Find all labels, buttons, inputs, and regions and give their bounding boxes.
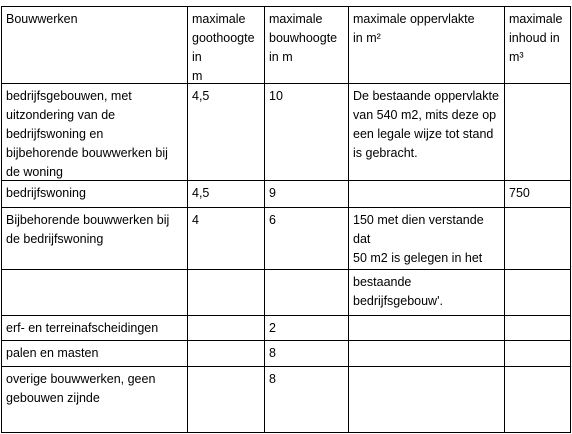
cell-goothoogte (192, 184, 209, 203)
cell-line: palen en masten (6, 346, 99, 360)
cell-line: bedrijfswoning en (6, 127, 104, 141)
cell-line: bedrijfsgebouw'. (353, 294, 443, 308)
cell-line: bouwhoogte (269, 31, 338, 45)
table-rule-h (1, 366, 571, 367)
header-col-bouwhoogte (269, 10, 337, 67)
cell-line: in m (269, 50, 293, 64)
table-rule-h (1, 269, 571, 270)
cell-line: De bestaande oppervlakte (353, 89, 499, 103)
header-col-inhoud (509, 10, 563, 67)
table-rule-v (504, 6, 505, 433)
cell-line: overige bouwwerken, geen (6, 372, 156, 386)
table-rule-v (1, 6, 2, 433)
table-rule-h (1, 83, 571, 84)
table-rule-h (1, 432, 571, 433)
header-col-goothoogte (192, 10, 255, 86)
cell-bouwwerken (6, 87, 168, 182)
cell-line: 750 (509, 186, 530, 200)
cell-line: maximale (509, 12, 563, 26)
table-rule-v (348, 6, 349, 433)
cell-line: is gebracht. (353, 146, 418, 160)
cell-line: 2 (269, 321, 276, 335)
cell-line: in m² (353, 31, 381, 45)
cell-line: 4,5 (192, 186, 210, 200)
cell-line: 8 (269, 372, 276, 386)
table-rule-h (1, 315, 571, 316)
table-rule-v (264, 6, 265, 433)
cell-bouwwerken (6, 211, 169, 249)
cell-line: uitzondering van de (6, 108, 116, 122)
cell-line: 4 (192, 213, 199, 227)
cell-inhoud (509, 184, 530, 203)
cell-goothoogte (192, 87, 209, 106)
cell-goothoogte (192, 211, 199, 230)
cell-line: de bedrijfswoning (6, 232, 104, 246)
cell-line: 6 (269, 213, 276, 227)
cell-line: bedrijfsgebouwen, met (6, 89, 132, 103)
cell-line: Bouwwerken (6, 12, 78, 26)
table-rule-v (187, 6, 188, 433)
cell-line: bestaande (353, 275, 412, 289)
cell-line: gebouwen zijnde (6, 391, 100, 405)
table-rule-h (1, 6, 571, 7)
cell-line: de woning (6, 165, 63, 179)
cell-line: in (192, 50, 202, 64)
cell-oppervlakte (353, 211, 484, 268)
cell-line: van 540 m2, mits deze op (353, 108, 497, 122)
cell-line: inhoud in (509, 31, 560, 45)
cell-oppervlakte (353, 87, 499, 163)
cell-bouwwerken (6, 370, 155, 408)
cell-line: een legale wijze tot stand (353, 127, 494, 141)
cell-line: goothoogte (192, 31, 255, 45)
cell-line: maximale (192, 12, 246, 26)
cell-bouwwerken (6, 184, 86, 203)
header-col-oppervlakte (353, 10, 475, 48)
cell-bouwhoogte (269, 87, 283, 106)
cell-bouwwerken (6, 344, 98, 363)
cell-oppervlakte (353, 273, 443, 311)
cell-line: m (192, 69, 203, 83)
cell-bouwhoogte (269, 211, 276, 230)
table-rule-v (570, 6, 571, 433)
cell-line: bedrijfswoning (6, 186, 86, 200)
cell-line: 150 met dien verstande (353, 213, 484, 227)
table-rule-h (1, 340, 571, 341)
cell-line: 50 m2 is gelegen in het (353, 251, 483, 265)
header-col-bouwwerken (6, 10, 78, 29)
cell-line: 4,5 (192, 89, 210, 103)
cell-line: maximale oppervlakte (353, 12, 475, 26)
table-rule-h (1, 207, 571, 208)
cell-line: dat (353, 232, 371, 246)
cell-line: m³ (509, 50, 524, 64)
cell-line: bijbehorende bouwwerken bij (6, 146, 168, 160)
cell-bouwhoogte (269, 319, 276, 338)
cell-line: 9 (269, 186, 276, 200)
cell-line: 8 (269, 346, 276, 360)
cell-line: maximale (269, 12, 323, 26)
cell-line: erf- en terreinafscheidingen (6, 321, 159, 335)
cell-bouwhoogte (269, 184, 276, 203)
cell-bouwhoogte (269, 370, 276, 389)
cell-line: Bijbehorende bouwwerken bij (6, 213, 170, 227)
cell-line: 10 (269, 89, 283, 103)
cell-bouwhoogte (269, 344, 276, 363)
cell-bouwwerken (6, 319, 158, 338)
